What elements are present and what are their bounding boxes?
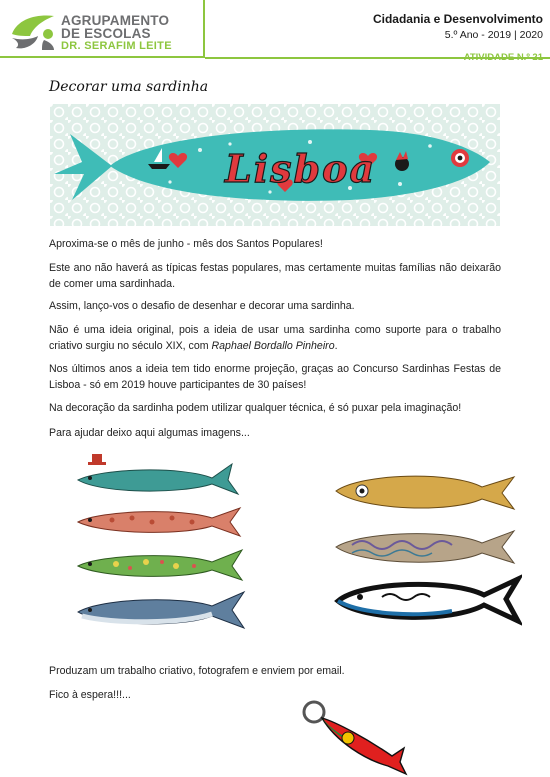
- school-year: 5.º Ano - 2019 | 2020: [444, 29, 543, 41]
- paragraph-4-text-b: .: [334, 339, 338, 352]
- activity-number: ATIVIDADE N.º 21: [463, 52, 543, 63]
- paragraph-4-text-a: Não é uma ideia original, pois a ideia de usar uma sardinha como suporte para o trabalho criativo surgiu no século XIX, com: [49, 324, 501, 352]
- school-logo-box: [0, 0, 205, 58]
- subject-title: Cidadania e Desenvolvimento: [372, 12, 543, 26]
- school-logo-icon: [8, 12, 58, 52]
- paragraph-2: Este ano não haverá as típicas festas populares, mas certamente muitas famílias não deixarão de comer uma sardinhada.: [49, 262, 501, 290]
- sardine-examples-right: [322, 465, 522, 630]
- sardine-blue-image: [78, 592, 244, 628]
- sardine-red-image: [78, 508, 240, 536]
- sardine-examples-left: [72, 450, 252, 650]
- artist-name: Raphael Bordallo Pinheiro: [211, 339, 335, 352]
- page-title: Decorar uma sardinha: [49, 79, 209, 95]
- sardine-green-image: [78, 550, 242, 580]
- sardine-black-outline-image: [338, 579, 518, 621]
- paragraph-4: [49, 323, 501, 354]
- school-name-line3: DR. SERAFIM LEITE: [61, 40, 172, 52]
- page-header: [0, 0, 550, 63]
- school-name-line1: AGRUPAMENTO: [61, 13, 170, 28]
- sardine-teal-image: [78, 454, 238, 494]
- lisboa-sardine-banner: [50, 104, 500, 226]
- paragraph-3: Assim, lanço-vos o desafio de desenhar e decorar uma sardinha.: [49, 300, 355, 312]
- paragraph-5: Nos últimos anos a ideia tem tido enorme projeção, graças ao Concurso Sardinhas Festas de Lisboa - só em 2019 houve participantes de 30 países!: [49, 363, 501, 391]
- sardine-gold-image: [336, 476, 514, 509]
- sardine-pattern-image: [336, 531, 514, 563]
- school-name-line2: DE ESCOLAS: [61, 26, 151, 41]
- banner-lettering: Lisboa: [225, 146, 377, 191]
- paragraph-1: Aproxima-se o mês de junho - mês dos Santos Populares!: [49, 238, 323, 250]
- paragraph-7: Para ajudar deixo aqui algumas imagens...: [49, 427, 250, 439]
- sardine-keychain-image: [296, 698, 408, 777]
- paragraph-8: Produzam um trabalho criativo, fotografem e enviem por email.: [49, 665, 345, 677]
- paragraph-6: Na decoração da sardinha podem utilizar qualquer técnica, é só puxar pela imaginação!: [49, 402, 462, 414]
- paragraph-9: Fico à espera!!!...: [49, 689, 131, 701]
